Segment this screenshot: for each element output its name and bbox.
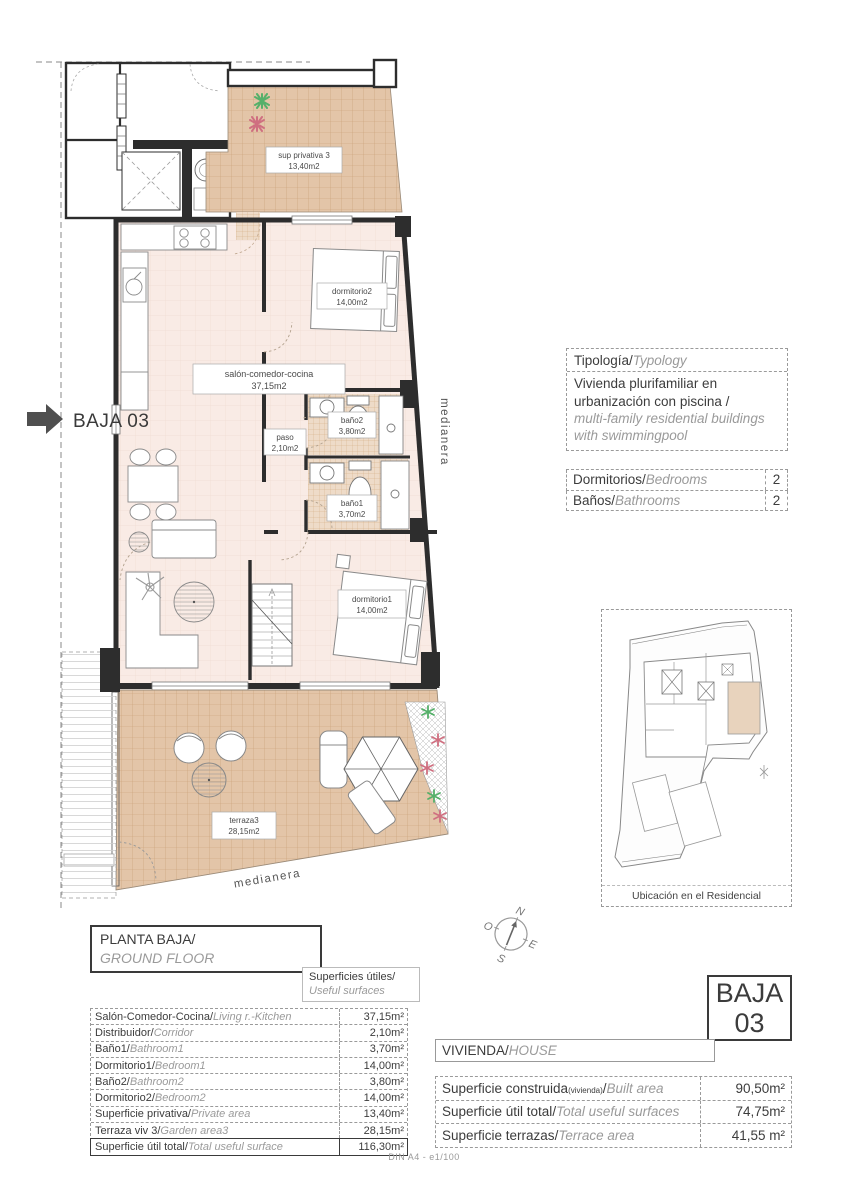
area-value: 41,55 m² [700, 1124, 791, 1147]
room-label-bano1 [327, 495, 377, 521]
mini-compass-icon [760, 765, 768, 779]
useful-surfaces-table [90, 1008, 408, 1156]
area-value: 13,40m² [339, 1107, 407, 1122]
room-label-dormitorio2 [317, 283, 387, 309]
table-row [436, 1101, 791, 1125]
location-minimap [601, 609, 792, 907]
area-label: Superficie privativa/Private area [95, 1108, 251, 1121]
area-value: 14,00m² [339, 1090, 407, 1105]
staircase [252, 584, 292, 666]
sheet-scale-note: DIN A4 - e1/100 [388, 1152, 460, 1162]
typology-title: Tipología/Typology [567, 349, 787, 372]
area-value: 116,30m² [339, 1139, 407, 1155]
svg-text:salón-comedor-cocina: salón-comedor-cocina [224, 369, 314, 379]
area-value: 3,70m² [339, 1042, 407, 1057]
typology-body: Vivienda plurifamiliar en urbanización con piscina / multi-family residential buildings with swimmingpool [574, 376, 765, 444]
table-row [91, 1009, 407, 1025]
area-label: Superficie útil total/Total useful surfaces [442, 1104, 680, 1120]
highlighted-unit [728, 682, 760, 734]
terrace-sup-privativa [206, 60, 402, 212]
table-row [91, 1090, 407, 1106]
area-label: Superficie útil total/Total useful surface [95, 1141, 283, 1154]
area-label: Baño1/Bathroom1 [95, 1043, 184, 1056]
svg-text:14,00m2: 14,00m2 [336, 298, 368, 307]
area-value: 14,00m² [339, 1058, 407, 1073]
count-label: Baños/Bathrooms [573, 492, 681, 508]
unit-id-box [707, 975, 792, 1041]
table-row [436, 1124, 791, 1147]
area-label: Terraza viv 3/Garden area3 [95, 1124, 229, 1137]
table-row [91, 1025, 407, 1041]
area-value: 3,80m² [339, 1074, 407, 1089]
compass-s: S [495, 952, 507, 966]
floor-title-box: PLANTA BAJA/ GROUND FLOOR [90, 925, 322, 973]
room-label-dormitorio1 [338, 590, 406, 618]
svg-text:sup privativa 3: sup privativa 3 [278, 151, 330, 160]
svg-text:37,15m2: 37,15m2 [251, 381, 287, 391]
area-label: Superficie terrazas/Terrace area [442, 1127, 635, 1143]
area-label: Superficie construida(vivienda)/Built area [442, 1080, 664, 1096]
room-label-bano2 [328, 412, 376, 438]
room-label-salon [193, 364, 345, 394]
svg-text:dormitorio1: dormitorio1 [351, 595, 393, 604]
svg-text:baño1: baño1 [340, 499, 364, 508]
svg-text:paso: paso [276, 433, 294, 442]
room-label-sup-privativa [266, 147, 342, 173]
useful-surfaces-subheader: Superficies útiles/ Useful surfaces [302, 967, 420, 1002]
svg-text:3,70m2: 3,70m2 [338, 510, 366, 519]
svg-text:baño2: baño2 [340, 416, 364, 425]
table-row [566, 491, 788, 512]
table-row [436, 1077, 791, 1101]
compass-n: N [514, 904, 526, 919]
area-value: 37,15m² [339, 1009, 407, 1024]
area-value: 90,50m² [700, 1077, 791, 1100]
area-value: 74,75m² [700, 1101, 791, 1124]
unit-id-line1: BAJA [715, 978, 784, 1008]
typology-box [566, 348, 788, 451]
table-row [91, 1042, 407, 1058]
svg-text:28,15m2: 28,15m2 [228, 827, 260, 836]
area-value: 28,15m² [339, 1123, 407, 1138]
compass-o: O [481, 919, 495, 935]
svg-text:13,40m2: 13,40m2 [288, 162, 320, 171]
area-label: Baño2/Bathroom2 [95, 1075, 184, 1088]
compass-icon [472, 896, 548, 976]
arrow-right-icon [27, 404, 63, 434]
area-label: Dormitorio2/Bedroom2 [95, 1092, 206, 1105]
house-header: VIVIENDA/ HOUSE [435, 1039, 715, 1062]
count-label: Dormitorios/Bedrooms [573, 472, 708, 488]
room-label-paso [264, 429, 306, 455]
unit-id-line2: 03 [734, 1008, 765, 1039]
svg-text:3,80m2: 3,80m2 [338, 427, 366, 436]
table-row [91, 1123, 407, 1139]
table-row [566, 470, 788, 491]
area-label: Dormitorio1/Bedroom1 [95, 1059, 206, 1072]
svg-text:terraza3: terraza3 [229, 816, 259, 825]
minimap-drawing [602, 610, 789, 884]
area-value: 2,10m² [339, 1025, 407, 1040]
medianera-bottom-label: medianera [233, 867, 302, 891]
svg-text:14,00m2: 14,00m2 [356, 606, 388, 615]
count-value: 2 [765, 491, 787, 511]
compass-e: E [526, 937, 539, 952]
area-label: Distribuidor/Corridor [95, 1026, 194, 1039]
table-row [91, 1107, 407, 1123]
counts-table [566, 469, 788, 511]
svg-text:dormitorio2: dormitorio2 [331, 287, 373, 296]
area-label: Salón-Comedor-Cocina/Living r.-Kitchen [95, 1010, 292, 1023]
unit-marker-label: BAJA 03 [73, 411, 150, 432]
count-value: 2 [765, 470, 787, 490]
svg-text:2,10m2: 2,10m2 [271, 444, 299, 453]
medianera-right-label: medianera [438, 398, 450, 466]
room-label-terraza3 [212, 812, 276, 839]
table-row [91, 1058, 407, 1074]
minimap-caption: Ubicación en el Residencial [602, 885, 791, 906]
table-row [91, 1074, 407, 1090]
house-surfaces-table [435, 1076, 792, 1148]
